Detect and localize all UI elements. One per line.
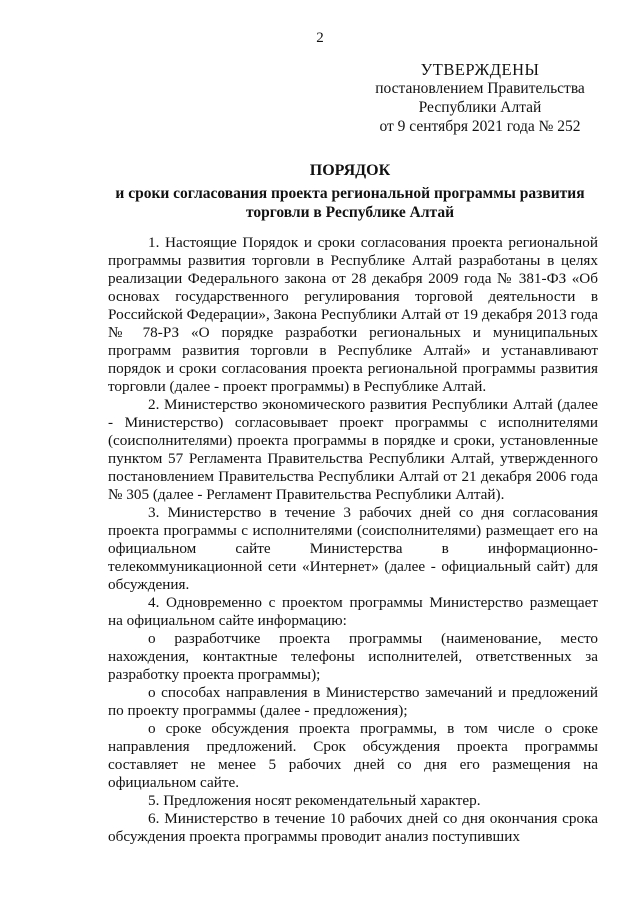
page-number: 2 bbox=[316, 30, 324, 46]
paragraph-1: 1. Настоящие Порядок и сроки согласования проекта региональной программы развития торговли в Республике Алтай разработаны в целях реализации Федерального закона от 28 декабря 2009 года № 381-ФЗ «Об основах государственного регулирования торговой деятельности в Российской Федерации», Закона Республики Алтай от 19 декабря 2013 года № 78-РЗ «О порядке разработки региональных и муниципальных программ развития торговли в Республике Алтай» и устанавливают порядок и сроки согласования проекта региональной программы развития торговли (далее - проект программы) в Республике Алтай. bbox=[108, 234, 598, 395]
title-subtitle: и сроки согласования проекта региональной программы развития торговли в Республике Алтай bbox=[115, 185, 585, 221]
paragraph-4-item-developer: о разработчике проекта программы (наименование, место нахождения, контактные телефоны исполнителей, ответственных за разработку проекта программы); bbox=[108, 630, 598, 683]
approval-line-1: постановлением Правительства bbox=[375, 80, 585, 97]
title-main: ПОРЯДОК bbox=[309, 162, 391, 179]
approval-heading: УТВЕРЖДЕНЫ bbox=[420, 60, 540, 79]
approval-line-2: Республики Алтай bbox=[418, 99, 542, 116]
document-body bbox=[108, 234, 598, 846]
paragraph-4-item-term: о сроке обсуждения проекта программы, в том числе о сроке направления предложений. Срок обсуждения проекта программы составляет не менее 5 рабочих дней со дня его размещения на официальном сайте. bbox=[108, 720, 598, 791]
paragraph-4-item-methods: о способах направления в Министерство замечаний и предложений по проекту программы (далее - предложения); bbox=[108, 684, 598, 719]
paragraph-5: 5. Предложения носят рекомендательный характер. bbox=[148, 792, 481, 809]
paragraph-4: 4. Одновременно с проектом программы Министерство размещает на официальном сайте информацию: bbox=[108, 594, 598, 629]
paragraph-6: 6. Министерство в течение 10 рабочих дней со дня окончания срока обсуждения проекта программы проводит анализ поступивших bbox=[108, 810, 598, 845]
approval-stamp-block bbox=[360, 60, 600, 136]
paragraph-2: 2. Министерство экономического развития Республики Алтай (далее - Министерство) согласовывает проект программы с исполнителями (соисполнителями) проекта программы в порядке и сроки, установленные пунктом 57 Регламента Правительства Республики Алтай, утвержденного постановлением Правительства Республики Алтай от 21 декабря 2006 года № 305 (далее - Регламент Правительства Республики Алтай). bbox=[108, 396, 598, 503]
document-title bbox=[100, 160, 600, 222]
paragraph-3: 3. Министерство в течение 3 рабочих дней со дня согласования проекта программы с исполнителями (соисполнителями) размещает его на официальном сайте Министерства в информационно-телекоммуникационной сети «Интернет» (далее - официальный сайт) для обсуждения. bbox=[108, 504, 598, 593]
approval-line-3: от 9 сентября 2021 года № 252 bbox=[379, 118, 581, 135]
